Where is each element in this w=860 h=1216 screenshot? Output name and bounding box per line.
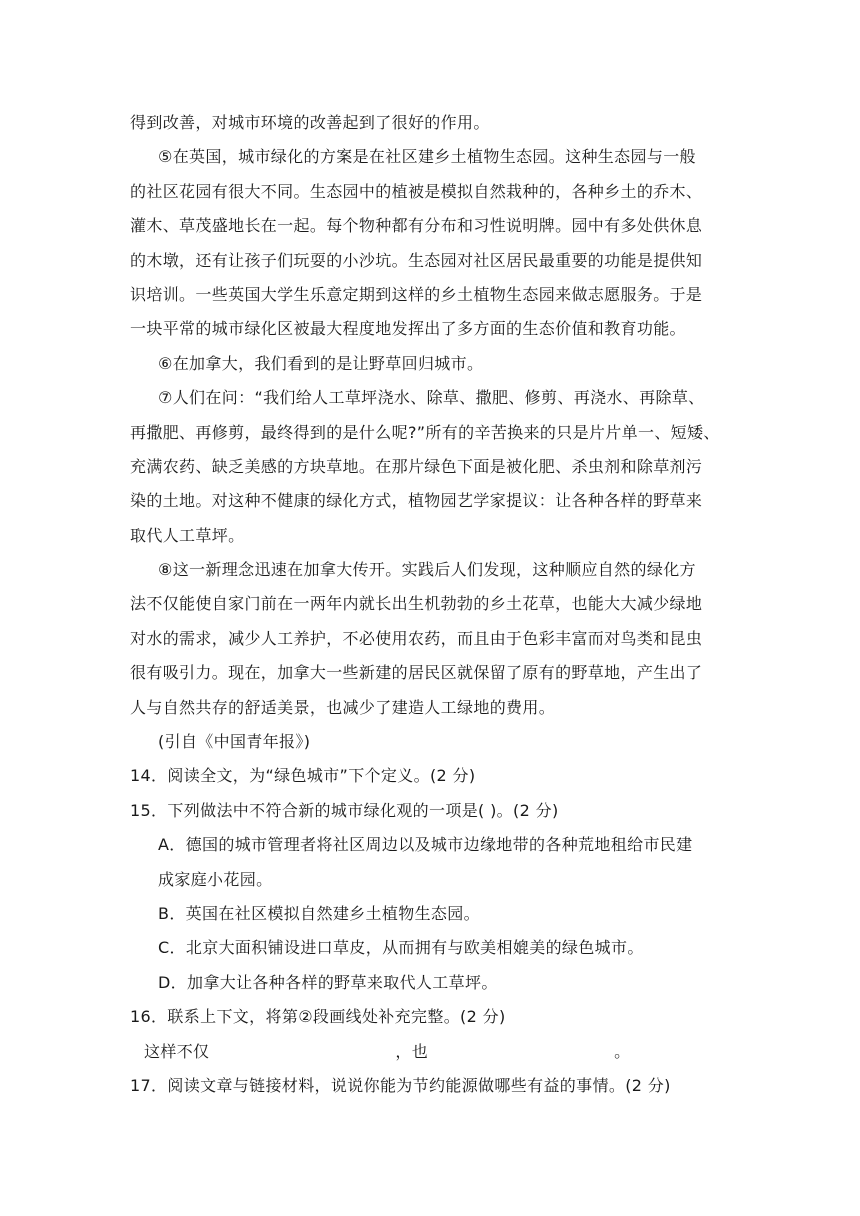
source-citation: (引自《中国青年报》): [158, 732, 311, 752]
paragraph-5-line: ⑤在英国，城市绿化的方案是在社区建乡土植物生态园。这种生态园与一般: [158, 147, 696, 167]
paragraph-5-line: 的社区花园有很大不同。生态园中的植被是模拟自然栽种的，各种乡土的乔木、: [130, 181, 703, 201]
document-page: [130, 106, 730, 1103]
paragraph-8-line: 人与自然共存的舒适美景，也减少了建造人工绿地的费用。: [130, 697, 556, 717]
question-15: 15．下列做法中不符合新的城市绿化观的一项是( )。(2 分): [130, 800, 559, 820]
paragraph-7-line: 充满农药、缺乏美感的方块草地。在那片绿色下面是被化肥、杀虫剂和除草剂污: [130, 456, 703, 476]
paragraph-7-line: 取代人工草坪。: [130, 525, 245, 545]
fill-in-middle: ，也: [395, 1041, 429, 1061]
question-14: 14．阅读全文，为“绿色城市”下个定义。(2 分): [130, 766, 476, 786]
paragraph-8-line: ⑧这一新理念迅速在加拿大传开。实践后人们发现，这种顺应自然的绿化方: [158, 560, 696, 580]
question-15-option-c: C．北京大面积铺设进口草皮，从而拥有与欧美相媲美的绿色城市。: [158, 938, 644, 958]
question-15-option-a-continued: 成家庭小花园。: [158, 869, 273, 889]
fill-in-prefix: 这样不仅: [144, 1041, 210, 1061]
paragraph-4-tail: 得到改善，对城市环境的改善起到了很好的作用。: [130, 113, 490, 132]
paragraph-8-line: 法不仅能使自家门前在一两年内就长出生机勃勃的乡土花草，也能大大减少绿地: [130, 594, 703, 614]
paragraph-8-line: 很有吸引力。现在，加拿大一些新建的居民区就保留了原有的野草地，产生出了: [130, 663, 703, 683]
paragraph-7-line: 再撒肥、再修剪，最终得到的是什么呢?”所有的辛苦换来的只是片片单一、短矮、: [130, 422, 720, 442]
fill-in-end: 。: [614, 1041, 631, 1061]
question-16-fill-in: [130, 1035, 730, 1069]
question-17: 17．阅读文章与链接材料，说说你能为节约能源做哪些有益的事情。(2 分): [130, 1075, 671, 1095]
paragraph-5-line: 识培训。一些英国大学生乐意定期到这样的乡土植物生态园来做志愿服务。于是: [130, 284, 703, 304]
question-15-option-d: D．加拿大让各种各样的野草来取代人工草坪。: [158, 972, 498, 992]
paragraph-6: ⑥在加拿大，我们看到的是让野草回归城市。: [158, 353, 484, 373]
paragraph-7-line: 染的土地。对这种不健康的绿化方式，植物园艺学家提议：让各种各样的野草来: [130, 491, 703, 511]
paragraph-8-line: 对水的需求，减少人工养护，不必使用农药，而且由于色彩丰富而对鸟类和昆虫: [130, 628, 703, 648]
paragraph-7-line: ⑦人们在问：“我们给人工草坪浇水、除草、撒肥、修剪、再浇水、再除草、: [158, 388, 705, 408]
paragraph-5-line: 的木墩，还有让孩子们玩耍的小沙坑。生态园对社区居民最重要的功能是提供知: [130, 250, 703, 270]
paragraph-5-line: 一块平常的城市绿化区被最大程度地发挥出了多方面的生态价值和教育功能。: [130, 319, 686, 339]
question-15-option-b: B．英国在社区模拟自然建乡土植物生态园。: [158, 903, 480, 923]
question-15-option-a: A．德国的城市管理者将社区周边以及城市边缘地带的各种荒地租给市民建: [158, 835, 693, 855]
question-16: 16．联系上下文，将第②段画线处补充完整。(2 分): [130, 1007, 506, 1027]
paragraph-5-line: 灌木、草茂盛地长在一起。每个物种都有分布和习性说明牌。园中有多处供休息: [130, 216, 703, 236]
